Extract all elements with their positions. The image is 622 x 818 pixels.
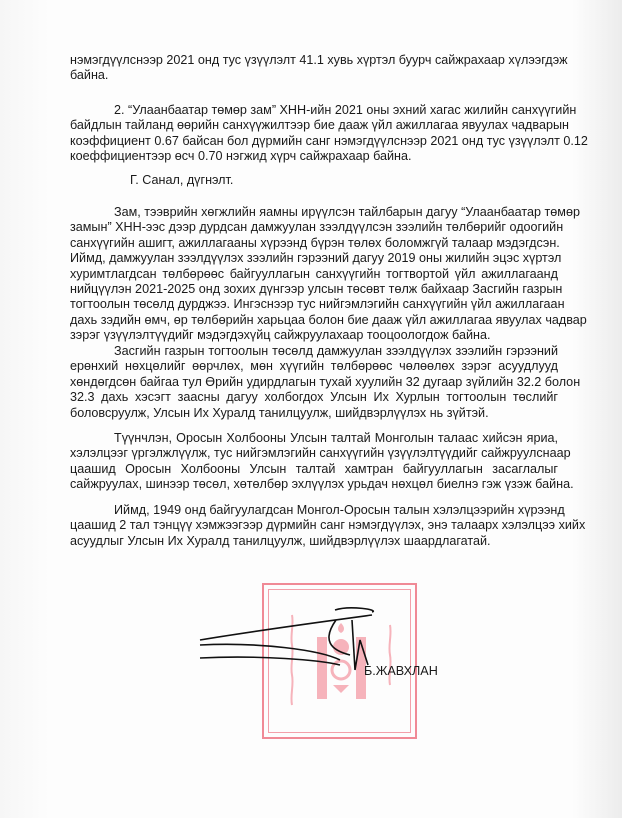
text-line: хөндөгдсөн байгаа тул Өрийн удирдлагын тухай хуулийн 32 дугаар зүйлийн 32.2 болон (70, 374, 581, 389)
text-line: Засгийн газрын тогтоолын төсөлд дамжуулан зээлдүүлэх зээлийн гэрээний (114, 344, 558, 358)
text-line: Зам, тээврийн хөгжлийн яамны ирүүлсэн тайлбарын дагуу “Улаанбаатар төмөр (114, 205, 580, 219)
text-line: хуримтлагдсан төлбөрөөс байгууллагын санхүүгийн тогтвортой үйл ажиллагаанд (70, 266, 558, 281)
text-line: Иймд, дамжуулан зээлдүүлэх зээлийн гэрээний дагуу 2019 оны жилийн эцэс хүртэл (70, 251, 562, 266)
text-line: замын” ХНН-ээс дээр дурдсан дамжуулан зээлдүүлсэн зээлийн төлбөрийг одоогийн (70, 220, 564, 235)
text-line: хэлэлцээг үргэлжлүүлж, тус нийгэмлэгийн санхүүгийн үзүүлэлтүүдийг сайжруулснаар (70, 446, 571, 461)
text-line: ерөнхий нөхцөлийг өөрчлөх, мөн хүүгийн төлбөрөөс чөлөөлөх зэрэг асуудлууд (70, 359, 558, 374)
text-line: коеффициентээр өсч 0.70 нэгжид хүрч сайжрахаар байна. (70, 149, 412, 164)
text-line: Иймд, 1949 онд байгуулагдсан Монгол-Оросын талын хэлэлцээрийн хүрээнд (114, 503, 565, 517)
text-line: асуудлыг Улсын Их Хуралд танилцуулж, шийдвэрлүүлэх шаардлагатай. (70, 533, 491, 548)
text-line: санхүүгийн ашигт, ажиллагааны хүрээнд бүрэн төлөх боломжгүй талаар мэдэгдсэн. (70, 235, 560, 250)
text-line: сайжруулах, шинээр төсөл, хөтөлбөр эхлүүлэх урьдач нөхцөл биелнэ гэж үзэж байна. (70, 477, 574, 492)
text-line: 2. “Улаанбаатар төмөр зам” ХНН-ийн 2021 оны эхний хагас жилийн санхүүгийн (114, 103, 577, 117)
text-line: цаашид Оросын Холбооны Улсын талтай хамтран байгууллагын засаглалыг (70, 461, 558, 476)
text-line: коэффициент 0.67 байсан бол дүрмийн санг нэмэгдүүлснээр 2021 онд тус үзүүлэлт 0.12 (70, 133, 588, 148)
text-line: нийцүүлэн 2021-2025 онд зохих дүнгээр улсын төсөвт төлж байхаар Засгийн газрын (70, 282, 563, 297)
text-line: зэрэг үзүүлэлтүүдийг мэдэгдэхүйц сайжруулахаар тооцоологдож байна. (70, 328, 491, 343)
text-line: байна. (70, 68, 109, 83)
signer-name: Б.ЖАВХЛАН (364, 664, 438, 678)
text-line: тогтоолын төсөлд дурджээ. Ингэснээр тус нийгэмлэгийн санхүүгийн үйл ажиллагаан (70, 297, 565, 312)
text-line: Түүнчлэн, Оросын Холбооны Улсын талтай Монголын талаас хийсэн яриа, (114, 431, 558, 445)
text-line: боловсруулж, Улсын Их Хуралд танилцуулж, шийдвэрлүүлэх нь зүйтэй. (70, 405, 489, 420)
section-heading: Г. Санал, дүгнэлт. (130, 173, 234, 187)
text-line: цаашид 2 тал тэнцүү хэмжээгээр дүрмийн санг нэмэгдүүлэх, энэ талаарх хэлэлцээ хийх (70, 518, 586, 533)
text-line: нэмэгдүүлснээр 2021 онд тус үзүүлэлт 41.1 хувь хүртэл буурч сайжрахаар хүлээгдэж (70, 53, 568, 67)
text-line: байдлын тайланд өөрийн санхүүжилтээр бие дааж үйл ажиллагаа явуулах чадварын (70, 118, 569, 133)
text-line: 32.3 дахь хэсэгт заасны дагуу холбогдох Улсын Их Хурлын тогтоолын төслийг (70, 390, 558, 405)
text-line: дахь зэдийн өмч, өр төлбөрийн харьцаа болон бие дааж үйл ажиллагаа явуулах чадвар (70, 312, 587, 327)
